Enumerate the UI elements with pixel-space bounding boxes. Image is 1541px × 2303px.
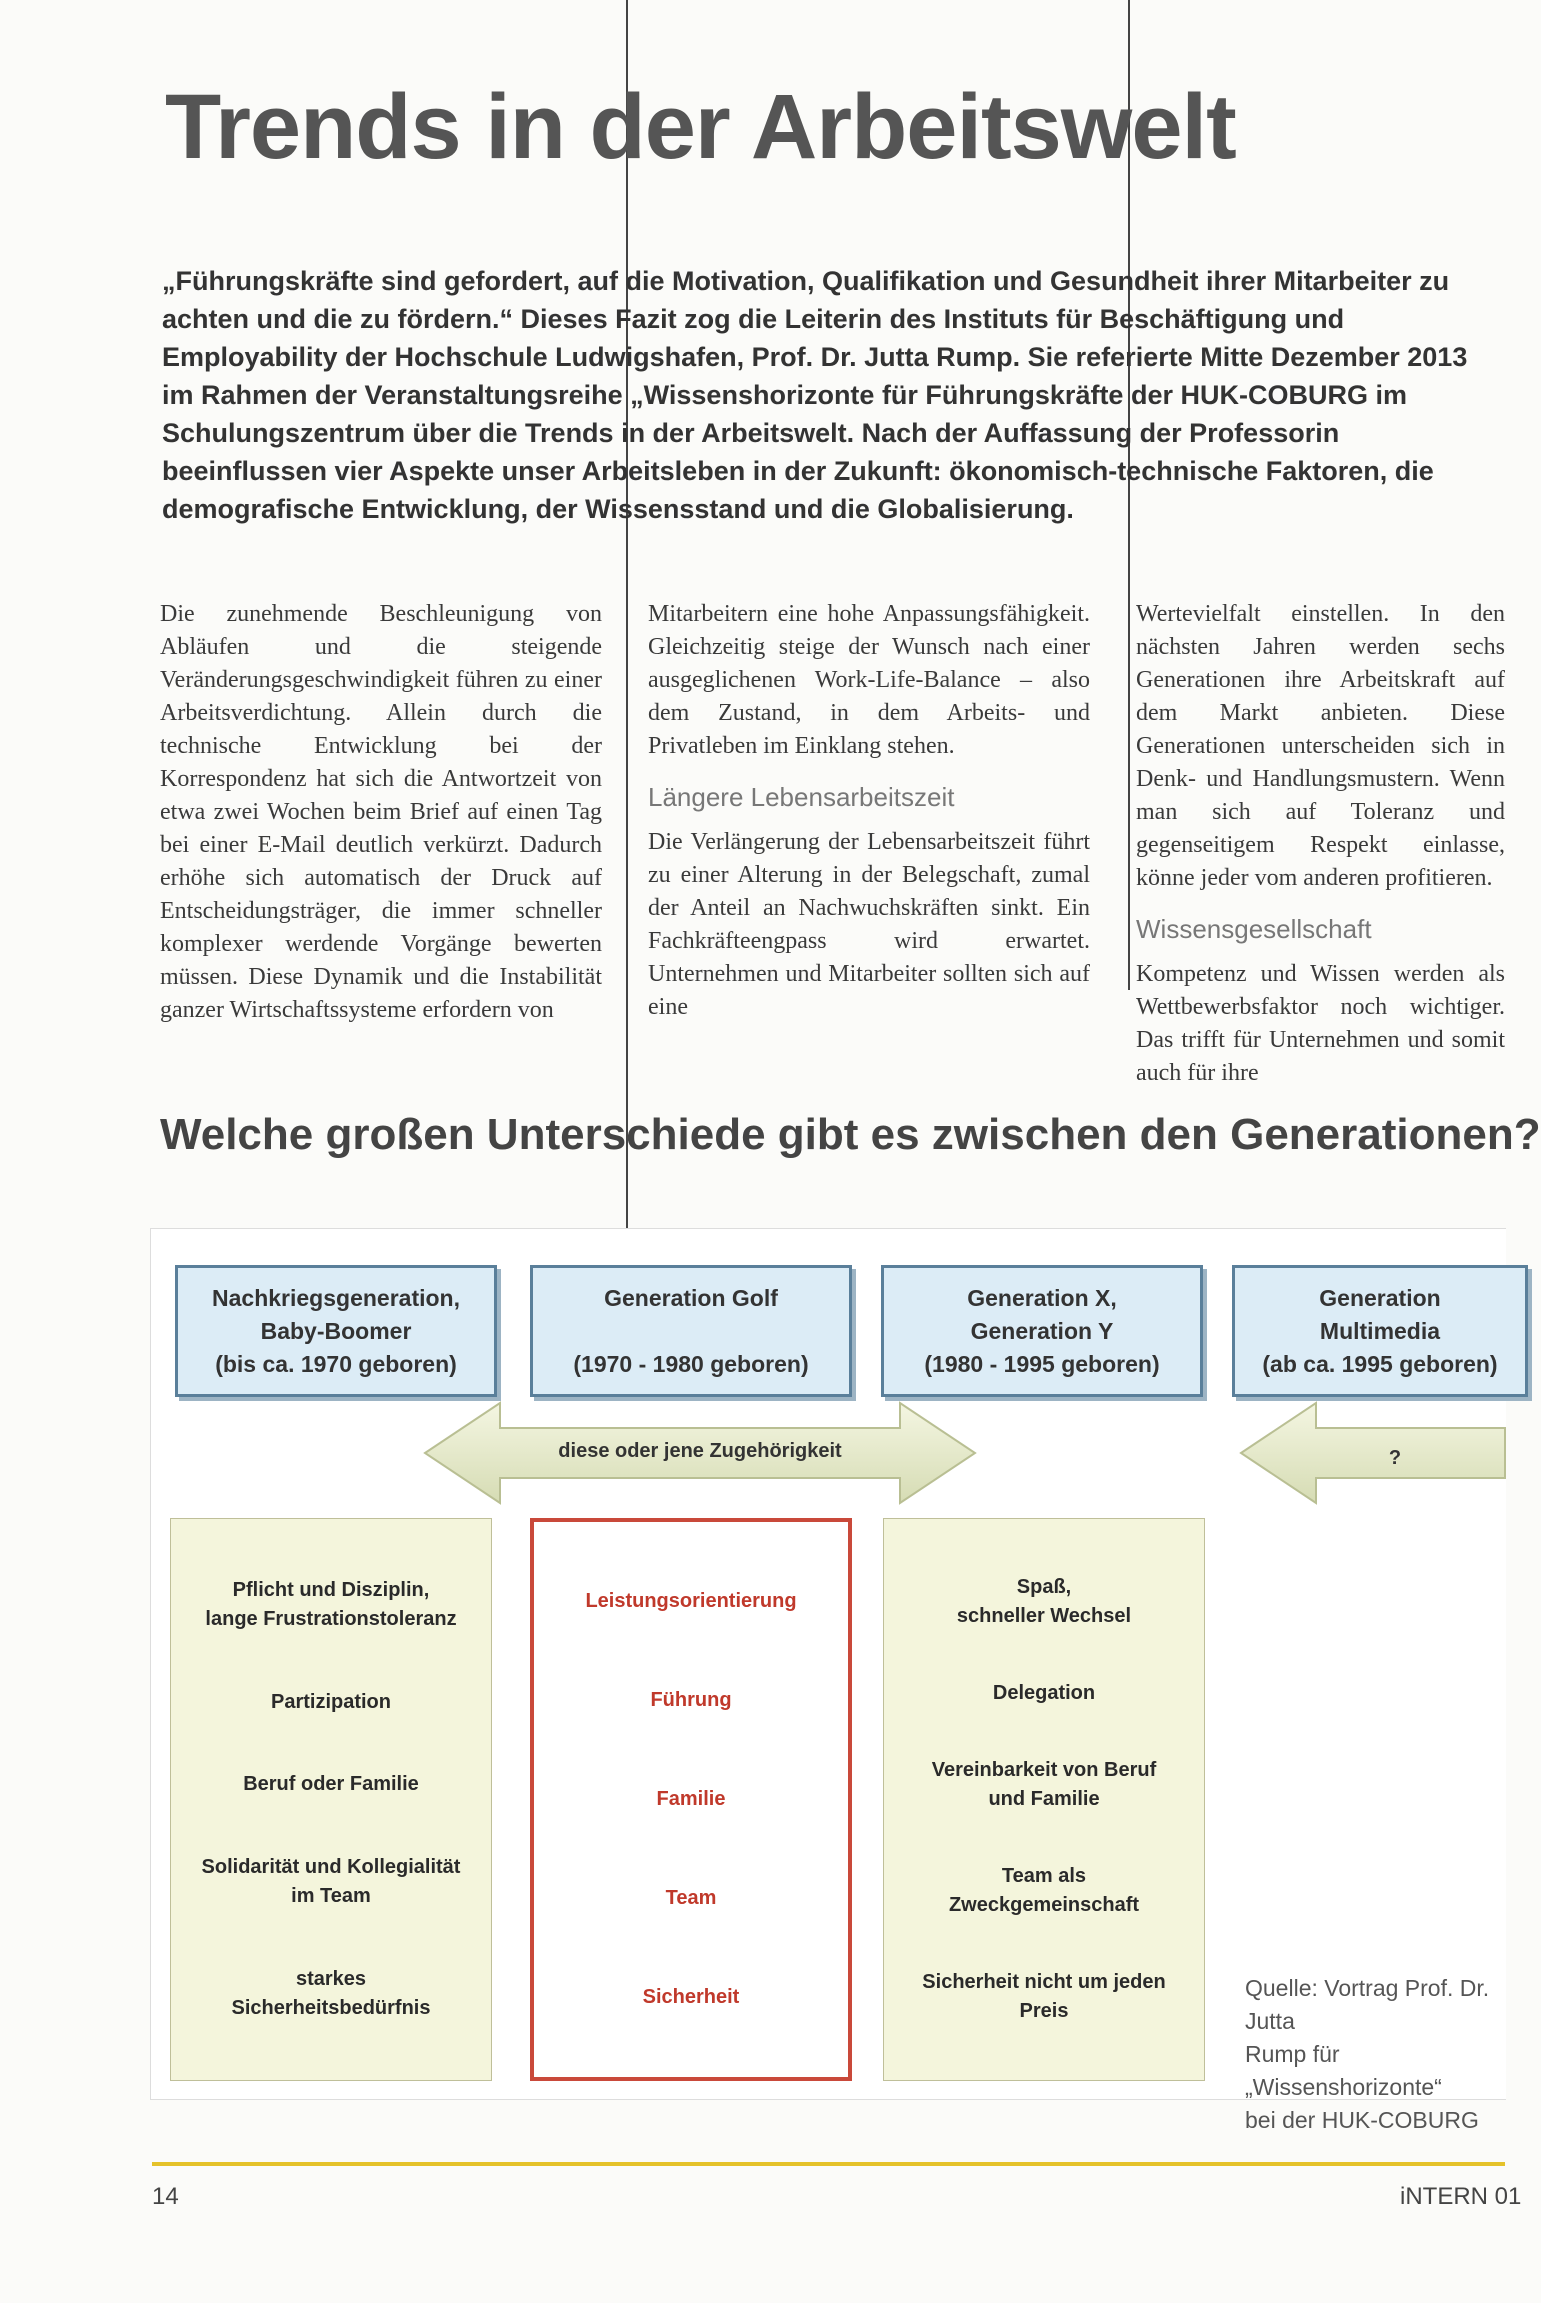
values-panel-x-y (883, 1518, 1205, 2081)
article-column-1 (160, 598, 602, 1027)
value-item: Team (665, 1887, 717, 1909)
column-paragraph: Wertevielfalt einstellen. In den nächsten Jahren werden sechs Generationen ihre Arbeitskraft auf dem Markt anbieten. Diese Generationen unterscheiden sich in Denk- und Handlungsmustern. Wenn man sich auf Toleranz und gegenseitigem Respekt einlasse, könne jeder vom anderen profitieren. (1136, 601, 1505, 891)
column-paragraph: Die zunehmende Beschleunigung von Abläufen und die steigende Veränderungsgeschwindigkeit führen zu einer Arbeitsverdichtung. Allein durch die technische Entwicklung bei der Korrespondenz hat sich die Antwortzeit von etwa zwei Wochen beim Brief auf einen Tag bei einer E-Mail deutlich verkürzt. Dadurch erhöhe sich automatisch der Druck auf Entscheidungsträger, die immer schneller komplexer werdende Vorgänge bewerten müssen. Diese Dynamik und die Instabilität ganzer Wirtschaftssysteme erfordern von (160, 601, 602, 1023)
value-item: starkes Sicherheitsbedürfnis (231, 1968, 431, 2020)
source-note: Quelle: Vortrag Prof. Dr. Jutta Rump für „Wissenshorizonte“ bei der HUK-COBURG (1245, 1975, 1490, 2133)
value-item: Führung (650, 1689, 732, 1711)
generation-box-x-y: Generation X, Generation Y (1980 - 1995 geboren) (881, 1265, 1203, 1397)
value-item: Pflicht und Disziplin, lange Frustrationstoleranz (205, 1578, 457, 1630)
value-item: Sicherheit (642, 1986, 740, 2008)
generation-box-multimedia: Generation Multimedia (ab ca. 1995 geboren) (1232, 1265, 1528, 1397)
value-item: Sicherheit nicht um jeden Preis (922, 1971, 1166, 2022)
article-intro: „Führungskräfte sind gefordert, auf die Motivation, Qualifikation und Gesundheit ihrer Mitarbeiter zu achten und die zu fördern.“ Dieses Fazit zog die Leiterin des Instituts für Beschäftigung und Employability der Hochschule Ludwigshafen, Prof. Dr. Jutta Rump. Sie referierte Mitte Dezember 2013 im Rahmen der Veranstaltungsreihe „Wissenshorizonte für Führungskräfte der HUK-COBURG im Schulungszentrum über die Trends in der Arbeitswelt. Nach der Auffassung der Professorin beeinflussen vier Aspekte unser Arbeitsleben in der Zukunft: ökonomisch-technische Faktoren, die demografische Entwicklung, der Wissensstand und die Globalisierung. (162, 266, 1468, 524)
value-item: Partizipation (270, 1690, 391, 1713)
generation-box-golf: Generation Golf (1970 - 1980 geboren) (530, 1265, 852, 1397)
values-panel-baby-boomer (170, 1518, 492, 2081)
section-subhead: Längere Lebensarbeitszeit (648, 782, 955, 812)
value-item: Solidarität und Kollegialität im Team (201, 1856, 461, 1908)
values-panel-golf (530, 1518, 852, 2081)
article-column-3 (1136, 598, 1505, 1090)
generation-box-baby-boomer: Nachkriegsgeneration, Baby-Boomer (bis ca. 1970 geboren) (175, 1265, 497, 1397)
value-item: Delegation (992, 1682, 1096, 1704)
column-paragraph: Mitarbeitern eine hohe Anpassungsfähigkeit. Gleichzeitig steige der Wunsch nach einer ausgeglichenen Work-Life-Balance – also dem Zustand, in dem Arbeits- und Privatleben im Einklang stehen. (648, 601, 1090, 759)
article-column-2 (648, 598, 1090, 1024)
value-item: Beruf oder Familie (243, 1773, 419, 1796)
magazine-name: iNTERN 01 (1400, 2183, 1522, 2210)
value-item: Vereinbarkeit von Beruf und Familie (931, 1759, 1157, 1810)
value-item: Spaß, schneller Wechsel (956, 1576, 1132, 1627)
column-paragraph: Kompetenz und Wissen werden als Wettbewerbsfaktor noch wichtiger. Das trifft für Unternehmen und somit auch für ihre (1136, 961, 1505, 1086)
diagram-title: Welche großen Unterschiede gibt es zwischen den Generationen? (160, 1110, 1541, 1159)
section-subhead: Wissensgesellschaft (1136, 914, 1372, 944)
value-item: Familie (656, 1788, 726, 1810)
arrow-label: diese oder jene Zugehörigkeit (558, 1440, 842, 1462)
page-number: 14 (152, 2183, 179, 2210)
article-headline: Trends in der Arbeitswelt (165, 76, 1236, 178)
column-paragraph: Die Verlängerung der Lebensarbeitszeit führt zu einer Alterung in der Belegschaft, zumal der Anteil an Nachwuchskräften sinkt. Ein Fachkräfteengpass wird erwartet. Unternehmen und Mitarbeiter sollten sich auf eine (648, 829, 1090, 1020)
arrow-question-label: ? (1388, 1447, 1402, 1469)
value-item: Team als Zweckgemeinschaft (948, 1865, 1140, 1916)
page-fold-line (626, 0, 628, 1300)
footer-rule (152, 2162, 1505, 2166)
value-item: Leistungsorientierung (585, 1590, 797, 1612)
